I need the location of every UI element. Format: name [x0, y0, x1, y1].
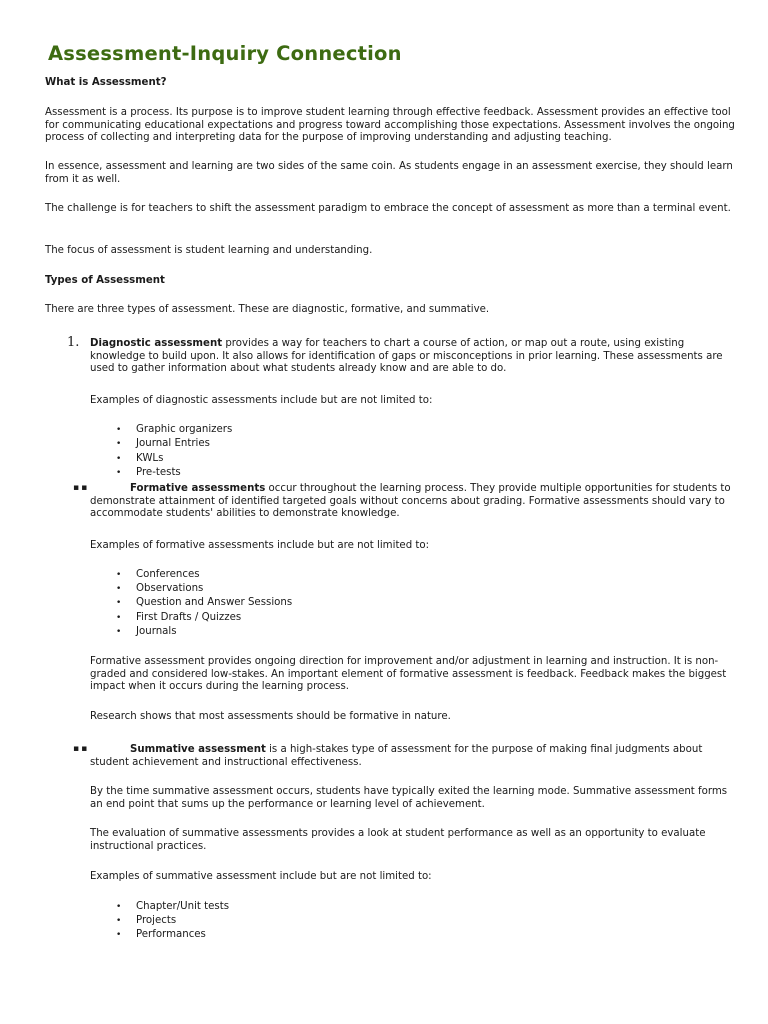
list-number-marker: 1. — [67, 335, 80, 350]
formative-description: occur throughout the learning process. They provide multiple opportunities for students to demonstrate attainment of identified targeted goals without concerns about grading. Formative assessments should vary to accommodate students' abilities to demonstrate knowledge. — [90, 483, 731, 520]
bullet-icon: • — [116, 916, 122, 926]
bullet-icon: • — [116, 425, 122, 435]
page-title: Assessment-Inquiry Connection — [48, 42, 402, 65]
summative-paragraph — [90, 744, 735, 769]
intro-paragraph-4: The focus of assessment is student learning and understanding. — [45, 245, 373, 256]
bullet-icon: • — [116, 439, 122, 449]
bullet-icon: • — [116, 598, 122, 608]
bullet-icon: • — [116, 468, 122, 478]
types-intro-paragraph: There are three types of assessment. These are diagnostic, formative, and summative. — [45, 304, 490, 315]
bullet-icon: • — [116, 613, 122, 623]
intro-paragraph-1: Assessment is a process. Its purpose is to improve student learning through effective feedback. Assessment provides an effective tool for communicating educational expectations and progress toward accomplishing those expectations. Assessment involves the ongoing process of collecting and interpreting data for the purpose of improving understanding and adjusting teaching. — [45, 107, 735, 144]
square-bullet-marker: ▪▪ — [73, 483, 90, 493]
bullet-icon: • — [116, 902, 122, 912]
bullet-icon: • — [116, 930, 122, 940]
formative-paragraph — [90, 483, 735, 521]
summative-paragraph-3: The evaluation of summative assessments provides a look at student performance as well as an opportunity to evaluate instructional practices. — [90, 828, 706, 852]
bullet-icon: • — [116, 584, 122, 594]
what-is-assessment-heading: What is Assessment? — [45, 77, 167, 88]
formative-research-paragraph: Research shows that most assessments should be formative in nature. — [90, 711, 451, 722]
diagnostic-examples-intro: Examples of diagnostic assessments include but are not limited to: — [90, 395, 433, 406]
summative-description: is a high-stakes type of assessment for the purpose of making final judgments about student achievement and instructional effectiveness. — [90, 744, 703, 768]
intro-paragraph-2: In essence, assessment and learning are two sides of the same coin. As students engage in an assessment exercise, they should learn from it as well. — [45, 161, 733, 185]
formative-examples-intro: Examples of formative assessments include but are not limited to: — [90, 540, 430, 551]
summative-examples-intro: Examples of summative assessment include but are not limited to: — [90, 871, 432, 882]
diagnostic-term: Diagnostic assessment — [90, 338, 223, 349]
formative-note-paragraph: Formative assessment provides ongoing direction for improvement and/or adjustment in learning and instruction. It is non-graded and considered low-stakes. An important element of formative assessment is feedback. Feedback makes the biggest impact when it occurs during the learning process. — [90, 656, 727, 693]
document-page: Assessment-Inquiry Connection What is Assessment? Assessment is a process. Its purpose is to improve student learning through effective feedback. Assessment provides an effective tool for communicating educational expectations and progress toward accomplishing those expectations. Assessment involves the ongoing process of collecting and interpreting data for the purpose of improving understanding and adjusting teaching. In essence, assessment and learning are two sides of the same coin. As students engage in an assessment exercise, they should learn from it as well. The challenge is for teachers to shift the assessment paradigm to embrace the concept of assessment as more than a terminal event. The focus of assessment is student learning and understanding. Types of Assessment There are three types of assessment. These are diagnostic, formative, and summative. 1. Diagnostic assessment provides a way for teachers to chart a course of action, or map out a route, using existing knowledge to build upon. It also allows for identification of gaps or misconceptions in prior learning. These assessments are used to gather information about what students already know and are able to do. Examples of diagnostic assessments include but are not limited to: • Graphic organizers • Journal Entries • KWLs • Pre-tests ▪▪ Formative assessments occur throughout the learning process. They provide multiple opportunities for students to demonstrate attainment of identified targeted goals without concerns about grading. Formative assessments should vary to accommodate students' abilities to demonstrate knowledge. Examples of formative assessments include but are not limited to: • Conferences • Observations • Question and Answer Sessions • First Drafts / Quizzes • Journals Formative assessment provides ongoing direction for improvement and/or adjustment in learning and instruction. It is non-graded and considered low-stakes. An important element of formative assessment is feedback. Feedback makes the biggest impact when it occurs during the learning process. Research shows that most assessments should be formative in nature. ▪▪ Summative assessment is a high-stakes type of assessment for the purpose of making final judgments about student achievement and instructional effectiveness. By the time summative assessment occurs, students have typically exited the learning mode. Summative assessment forms an end point that sums up the performance or learning level of achievement. The evaluation of summative assessments provides a look at student performance as well as an opportunity to evaluate instructional practices. Examples of summative assessment include but are not limited to: • Chapter/Unit tests • Projects • Performances — [45, 42, 735, 940]
types-of-assessment-heading: Types of Assessment — [45, 275, 165, 286]
formative-term: Formative assessments — [130, 483, 266, 494]
summative-paragraph-2: By the time summative assessment occurs, students have typically exited the learning mode. Summative assessment forms an end point that sums up the performance or learning level of achievement. — [90, 786, 728, 810]
intro-paragraph-3: The challenge is for teachers to shift the assessment paradigm to embrace the concept of assessment as more than a terminal event. — [45, 203, 731, 214]
bullet-icon: • — [116, 570, 122, 580]
bullet-icon: • — [116, 627, 122, 637]
diagnostic-paragraph — [90, 338, 735, 376]
summative-term: Summative assessment — [130, 744, 266, 755]
bullet-icon: • — [116, 454, 122, 464]
square-bullet-marker: ▪▪ — [73, 744, 90, 754]
diagnostic-description: provides a way for teachers to chart a course of action, or map out a route, using existing knowledge to build upon. It also allows for identification of gaps or misconceptions in prior learning. These assessments are used to gather information about what students already know and are able to do. — [90, 338, 723, 375]
